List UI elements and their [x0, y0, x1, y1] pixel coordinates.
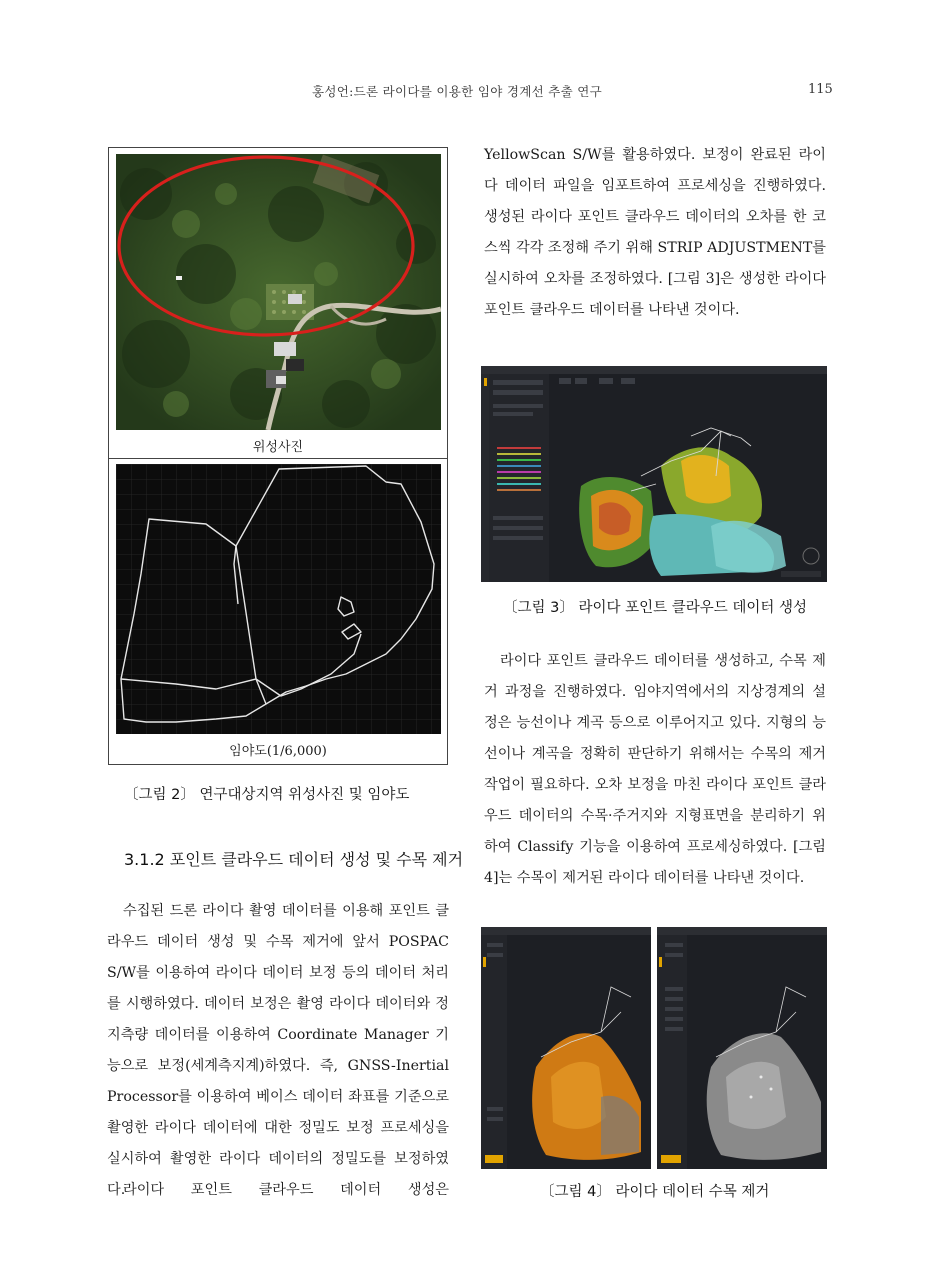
before-removal-panel: [481, 927, 651, 1169]
satellite-photo-image: [116, 154, 441, 430]
figure-3-screenshot: [481, 366, 827, 582]
satellite-photo-label: 위성사진: [252, 440, 304, 455]
left-paragraph-1: 수집된 드론 라이다 촬영 데이터를 이용해 포인트 클라우드 데이터 생성 및 수목 제거에 앞서 POSPAC S/W를 이용하여 라이다 데이터 보정 등의 데이터 처리를 시행하였다. 데이터 보정은 촬영 라이다 데이터와 정지측량 데이터를 이용하여 Coordinate Manager 기능으로 보정(세계측지계)하였다. 즉, GNSS-Inertial Processor를 이용하여 베이스 데이터 좌표를 기준으로 촬영한 라이다 데이터에 대한 정밀도 보정 프로세싱을 실시하여 촬영한 라이다 데이터의 정밀도를 보정하였다.: [107, 903, 449, 1198]
figure-2-caption: 〔그림 2〕 연구대상지역 위성사진 및 임야도: [124, 787, 410, 803]
right-paragraph-2: 라이다 포인트 클라우드 데이터를 생성하고, 수목 제거 과정을 진행하였다. 임야지역에서의 지상경계의 설정은 능선이나 계곡 등으로 이루어지고 있다. 지형의 능선이나 계곡을 정확히 판단하기 위해서는 수목의 제거 작업이 필요하다. 오차 보정을 마친 라이다 포인트 클라우드 데이터의 수목·주거지와 지형표면을 분리하기 위하여 Classify 기능을 이용하여 프로세싱하였다. [그림 4]는 수목이 제거된 라이다 데이터를 나타낸 것이다.: [484, 653, 826, 886]
after-removal-panel: [657, 927, 827, 1169]
point-cloud-software-image: [481, 366, 827, 582]
running-header: 홍성언:드론 라이다를 이용한 임야 경계선 추출 연구: [312, 84, 603, 99]
forest-map-label: 임야도(1/6,000): [229, 744, 327, 759]
tree-removal-comparison-image: [481, 927, 827, 1169]
figure-4-caption: 〔그림 4〕 라이다 데이터 수목 제거: [540, 1184, 770, 1200]
figure-2-divider: [108, 458, 448, 459]
page-number: 115: [808, 82, 833, 97]
left-paragraph-2: 라이다 포인트 클라우드 데이터 생성은: [123, 1182, 449, 1198]
figure-3-caption: 〔그림 3〕 라이다 포인트 클라우드 데이터 생성: [503, 600, 807, 616]
forest-map: [116, 464, 441, 734]
section-heading: 3.1.2 포인트 클라우드 데이터 생성 및 수목 제거: [124, 850, 464, 869]
satellite-photo: [116, 154, 441, 430]
forest-map-image: [116, 464, 441, 734]
right-paragraph-1: YellowScan S/W를 활용하였다. 보정이 완료된 라이다 데이터 파일을 임포트하여 프로세싱을 진행하였다. 생성된 라이다 포인트 클라우드 데이터의 오차를 한 코스씩 각각 조정해 주기 위해 STRIP ADJUSTMENT를 실시하여 오차를 조정하였다. [그림 3]은 생성한 라이다 포인트 클라우드 데이터를 나타낸 것이다.: [484, 147, 826, 318]
figure-4-screenshots: [481, 927, 827, 1169]
